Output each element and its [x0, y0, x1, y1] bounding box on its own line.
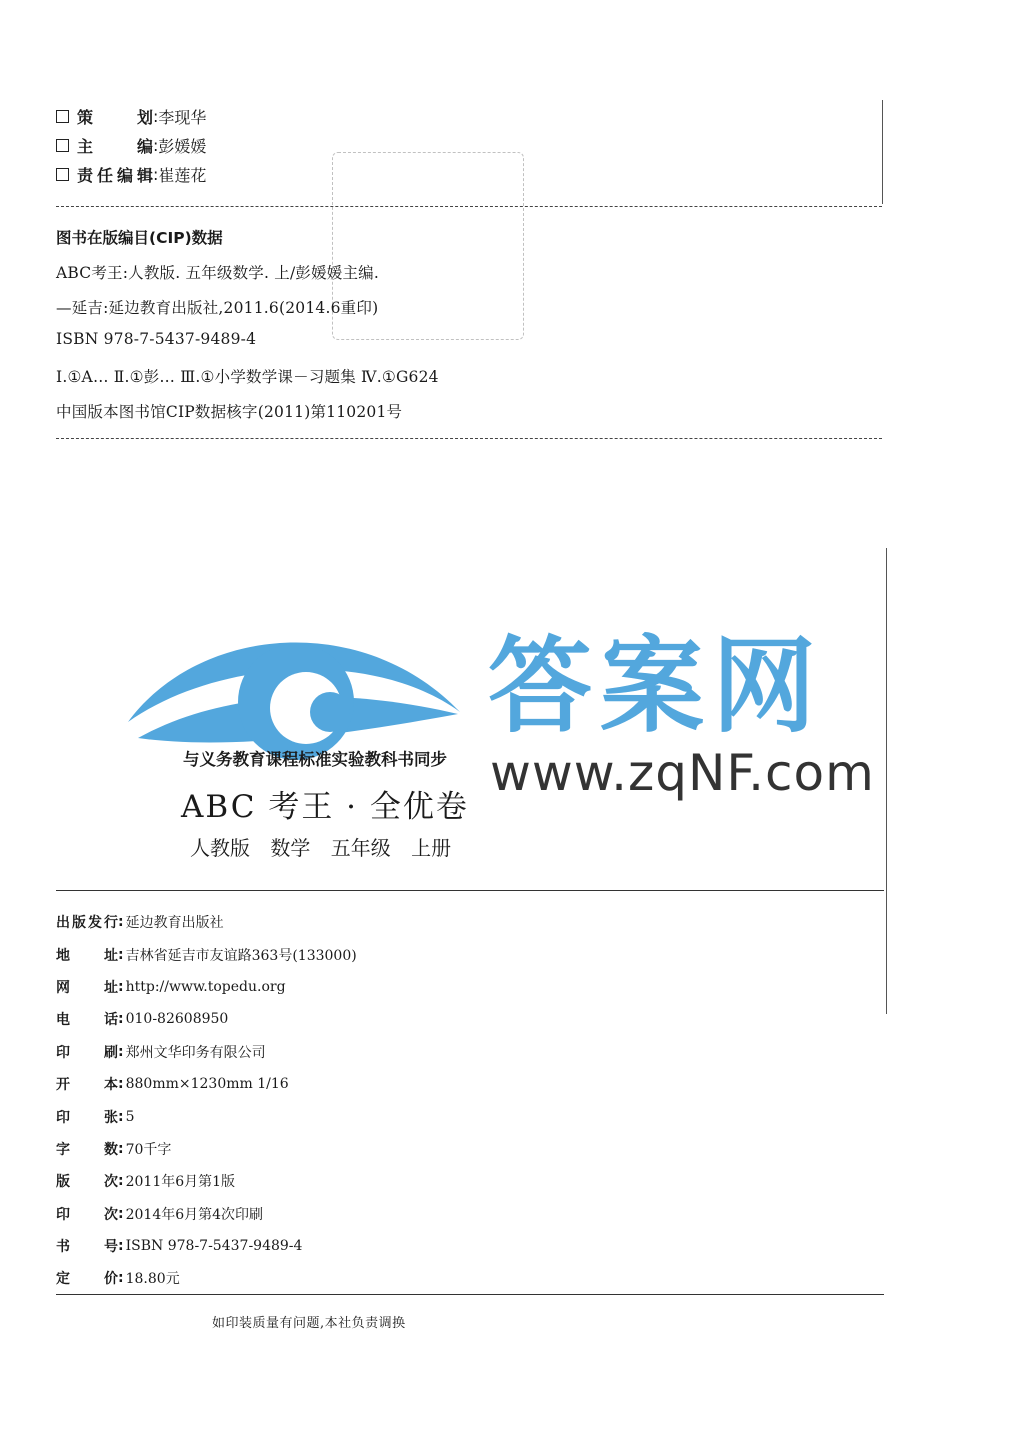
- publication-info: [56, 906, 357, 1295]
- credit-colon: :: [153, 165, 159, 184]
- pub-row: [56, 938, 357, 970]
- credit-role: 责任编辑: [77, 166, 153, 185]
- pub-label: 地址: [56, 947, 118, 964]
- pub-row: [56, 1003, 357, 1035]
- credit-name: 李现华: [158, 108, 207, 127]
- pub-value: http://www.topedu.org: [125, 978, 286, 995]
- pub-value: 880mm×1230mm 1/16: [125, 1076, 289, 1093]
- credit-row: [56, 131, 206, 160]
- credit-name: 崔莲花: [158, 166, 207, 185]
- pub-colon: :: [118, 1238, 124, 1255]
- pub-colon: :: [118, 914, 124, 931]
- pub-colon: :: [118, 946, 124, 963]
- pub-row: [56, 1133, 357, 1165]
- right-rule: [882, 100, 883, 204]
- pub-row: [56, 1230, 357, 1262]
- cip-line: 中国版本图书馆CIP数据核字(2011)第110201号: [56, 403, 403, 421]
- pub-label: 书号: [56, 1239, 118, 1256]
- pub-label: 定价: [56, 1271, 118, 1288]
- credit-role: 主编: [77, 137, 153, 156]
- checkbox-icon: [56, 139, 69, 152]
- credit-colon: :: [153, 107, 159, 126]
- watermark-url: www.zqNF.com: [490, 744, 875, 802]
- pub-colon: :: [118, 1076, 124, 1093]
- pub-label: 印刷: [56, 1044, 118, 1061]
- pub-colon: :: [118, 1011, 124, 1028]
- credits-block: [56, 102, 206, 189]
- pub-label: 开本: [56, 1077, 118, 1094]
- pub-colon: :: [118, 1173, 124, 1190]
- credit-colon: :: [153, 136, 159, 155]
- pub-row: [56, 1068, 357, 1100]
- cip-line: —延吉:延边教育出版社,2011.6(2014.6重印): [56, 299, 379, 317]
- pub-value: 2014年6月第4次印刷: [125, 1206, 264, 1223]
- credit-row: [56, 160, 206, 189]
- cip-line: Ⅰ.①A… Ⅱ.①彭… Ⅲ.①小学数学课－习题集 Ⅳ.①G624: [56, 368, 439, 386]
- book-title: ABC 考王 · 全优卷: [181, 789, 469, 825]
- pub-label: 印次: [56, 1206, 118, 1223]
- pub-label: 印张: [56, 1109, 118, 1126]
- cip-line: ISBN 978-7-5437-9489-4: [56, 330, 257, 348]
- pub-label: 字数: [56, 1141, 118, 1158]
- pub-row: [56, 1198, 357, 1230]
- pub-value: 70千字: [125, 1141, 172, 1158]
- pub-value: 18.80元: [125, 1271, 180, 1288]
- pub-value: 010-82608950: [125, 1011, 229, 1028]
- divider-line: [56, 890, 884, 891]
- pub-value: 延边教育出版社: [125, 915, 224, 932]
- pub-row: [56, 906, 357, 938]
- pub-value: 5: [125, 1108, 135, 1125]
- credit-role: 策划: [77, 108, 153, 127]
- pub-colon: :: [118, 1043, 124, 1060]
- credit-name: 彭媛媛: [158, 137, 207, 156]
- pub-colon: :: [118, 1205, 124, 1222]
- pub-label: 电话: [56, 1012, 118, 1029]
- pub-value: 郑州文华印务有限公司: [125, 1044, 266, 1061]
- footer-note: 如印装质量有问题,本社负责调换: [212, 1316, 406, 1331]
- pub-row: [56, 1262, 357, 1294]
- pub-label: 网址: [56, 979, 118, 996]
- pub-row: [56, 971, 357, 1003]
- pub-label: 版次: [56, 1174, 118, 1191]
- checkbox-icon: [56, 168, 69, 181]
- watermark-text: 答案网: [488, 625, 825, 747]
- dashed-divider: [56, 206, 882, 207]
- pub-colon: :: [118, 978, 124, 995]
- pub-row: [56, 1165, 357, 1197]
- pub-colon: :: [118, 1140, 124, 1157]
- pub-colon: :: [118, 1108, 124, 1125]
- pub-label: 出版发行: [56, 915, 118, 932]
- pub-value: ISBN 978-7-5437-9489-4: [125, 1238, 303, 1255]
- divider-line: [56, 1294, 884, 1295]
- pub-row: [56, 1100, 357, 1132]
- book-edition: 人教版 数学 五年级 上册: [190, 836, 452, 860]
- cip-line: ABC考王:人教版. 五年级数学. 上/彭媛媛主编.: [56, 264, 380, 282]
- pub-value: 吉林省延吉市友谊路363号(133000): [125, 947, 357, 964]
- dashed-divider: [56, 438, 882, 439]
- cip-heading: 图书在版编目(CIP)数据: [56, 229, 223, 247]
- pub-colon: :: [118, 1270, 124, 1287]
- checkbox-icon: [56, 110, 69, 123]
- credit-row: [56, 102, 206, 131]
- series-subtitle: 与义务教育课程标准实验教科书同步: [183, 750, 447, 769]
- right-rule: [886, 548, 887, 1014]
- pub-value: 2011年6月第1版: [125, 1174, 236, 1191]
- pub-row: [56, 1036, 357, 1068]
